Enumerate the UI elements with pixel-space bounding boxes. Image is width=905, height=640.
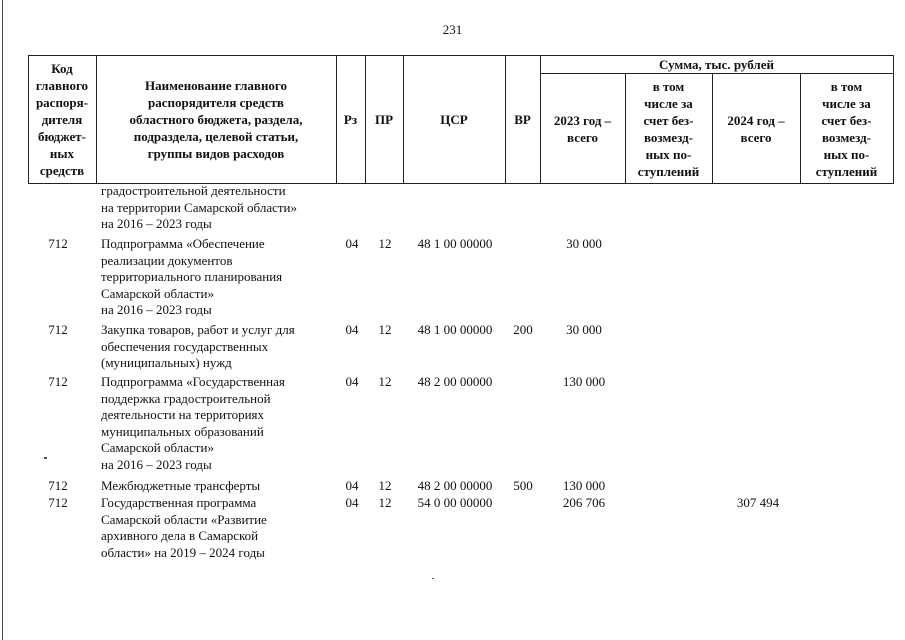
row-csr: 48 2 00 00000 <box>417 374 493 389</box>
header-name: Наименование главного распорядителя средств областного бюджета, раздела, подраздела, целевой статьи, группы видов расходов <box>129 78 303 161</box>
row-csr: 48 1 00 00000 <box>417 322 493 337</box>
header-2023-incl: в том числе за счет без- возмезд- ных по- ступлений <box>637 78 700 179</box>
row-pr: 12 <box>378 322 392 337</box>
column-rule <box>893 55 894 184</box>
header-2023-total: 2023 год – всего <box>553 112 612 145</box>
header-2024-total: 2024 год – всего <box>727 112 785 145</box>
row-pr: 12 <box>378 478 392 493</box>
row-csr: 48 2 00 00000 <box>417 478 493 493</box>
header-code: Код главного распоря- дителя бюджет- ных средств <box>35 61 89 178</box>
row-sum-2023: 130 000 <box>562 374 606 389</box>
header-sum: Сумма, тыс. рублей <box>659 57 774 72</box>
row-vr: 200 <box>513 322 533 337</box>
row-csr: 48 1 00 00000 <box>417 236 493 251</box>
header-pr: ПР <box>374 112 394 127</box>
row-sum-2023: 30 000 <box>566 236 602 251</box>
header-rz: Рз <box>343 112 358 127</box>
row-sum-2024: 307 494 <box>736 495 780 510</box>
row-csr: 54 0 00 00000 <box>417 495 493 510</box>
row-sum-2023: 206 706 <box>562 495 606 510</box>
row-sum-2023: 30 000 <box>566 322 602 337</box>
row-name: Межбюджетные трансферты <box>101 478 261 493</box>
row-pr: 12 <box>378 374 392 389</box>
row-rz: 04 <box>345 478 359 493</box>
scan-speck <box>432 578 434 579</box>
row-code: 712 <box>48 322 68 337</box>
scan-edge <box>2 0 3 640</box>
header-2024-incl: в том числе за счет без- возмезд- ных по- ступлений <box>815 78 878 179</box>
row-rz: 04 <box>345 322 359 337</box>
row-name: Государственная программа Самарской области «Развитие архивного дела в Самарской области» на 2019 – 2024 годы <box>101 495 267 560</box>
row-name: градостроительной деятельности на территории Самарской области» на 2016 – 2023 годы <box>101 183 297 231</box>
scan-speck <box>44 457 47 459</box>
header-csr: ЦСР <box>440 112 468 127</box>
row-vr: 500 <box>513 478 533 493</box>
row-code: 712 <box>48 236 68 251</box>
row-sum-2023: 130 000 <box>562 478 606 493</box>
row-code: 712 <box>48 495 68 510</box>
header-vr: ВР <box>514 112 531 127</box>
page-number: 231 <box>442 22 463 37</box>
row-code: 712 <box>48 478 68 493</box>
row-code: 712 <box>48 374 68 389</box>
row-pr: 12 <box>378 236 392 251</box>
row-rz: 04 <box>345 374 359 389</box>
row-rz: 04 <box>345 236 359 251</box>
row-pr: 12 <box>378 495 392 510</box>
row-rz: 04 <box>345 495 359 510</box>
row-name: Подпрограмма «Государственная поддержка градостроительной деятельности на территориях муниципальных образований Самарской области» на 2016 – 2023 годы <box>101 374 285 472</box>
row-name: Подпрограмма «Обеспечение реализации документов территориального планирования Самарской области» на 2016 – 2023 годы <box>101 236 283 317</box>
row-name: Закупка товаров, работ и услуг для обеспечения государственных (муниципальных) нужд <box>101 322 295 370</box>
